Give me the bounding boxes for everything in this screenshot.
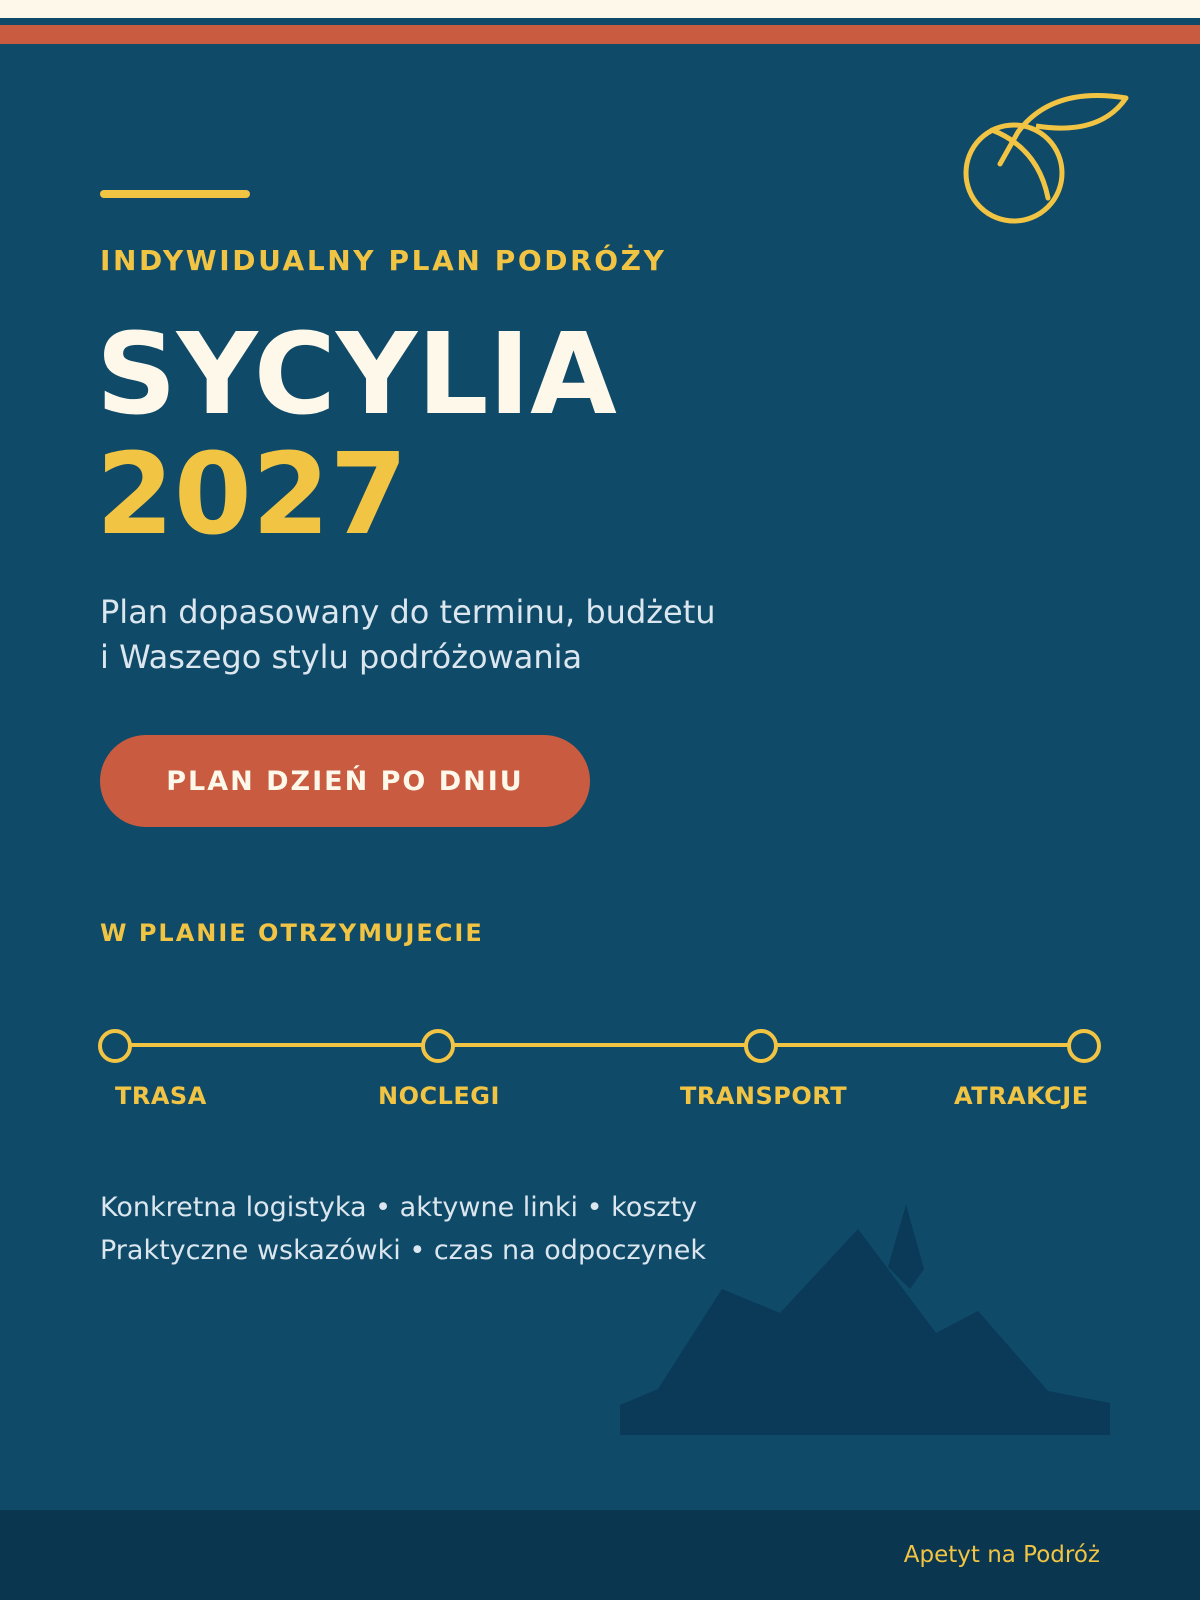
includes-timeline	[0, 1020, 1200, 1150]
features-text	[100, 1186, 706, 1272]
timeline-label-attractions: ATRAKCJE	[954, 1082, 1089, 1110]
features-line-2: Praktyczne wskazówki • czas na odpoczynek	[100, 1235, 706, 1266]
timeline-node-accommodation	[421, 1029, 455, 1063]
top-cream-stripe	[0, 0, 1200, 18]
intro-text	[100, 590, 716, 680]
day-by-day-plan-button[interactable]	[100, 735, 590, 827]
timeline-node-transport	[744, 1029, 778, 1063]
timeline-node-route	[98, 1029, 132, 1063]
trip-year: 2027	[96, 430, 408, 560]
top-terracotta-stripe	[0, 25, 1200, 44]
intro-line-2: i Waszego stylu podróżowania	[100, 638, 583, 676]
brand-name: Apetyt na Podróż	[903, 1542, 1100, 1568]
features-line-1: Konkretna logistyka • aktywne linki • koszty	[100, 1192, 698, 1223]
timeline-line	[114, 1043, 1085, 1047]
citrus-fruit-icon	[960, 90, 1130, 230]
timeline-label-route: TRASA	[115, 1082, 207, 1110]
timeline-node-attractions	[1067, 1029, 1101, 1063]
destination-title: SYCYLIA	[96, 310, 617, 440]
includes-heading: W PLANIE OTRZYMUJECIE	[100, 919, 484, 947]
cta-label: PLAN DZIEŃ PO DNIU	[166, 765, 524, 797]
top-navy-stripe	[0, 18, 1200, 25]
etna-volcano-icon	[620, 1205, 1110, 1435]
intro-line-1: Plan dopasowany do terminu, budżetu	[100, 593, 716, 631]
timeline-label-accommodation: NOCLEGI	[378, 1082, 500, 1110]
title-accent-line	[100, 190, 250, 198]
plan-eyebrow: INDYWIDUALNY PLAN PODRÓŻY	[100, 244, 667, 277]
timeline-label-transport: TRANSPORT	[680, 1082, 848, 1110]
